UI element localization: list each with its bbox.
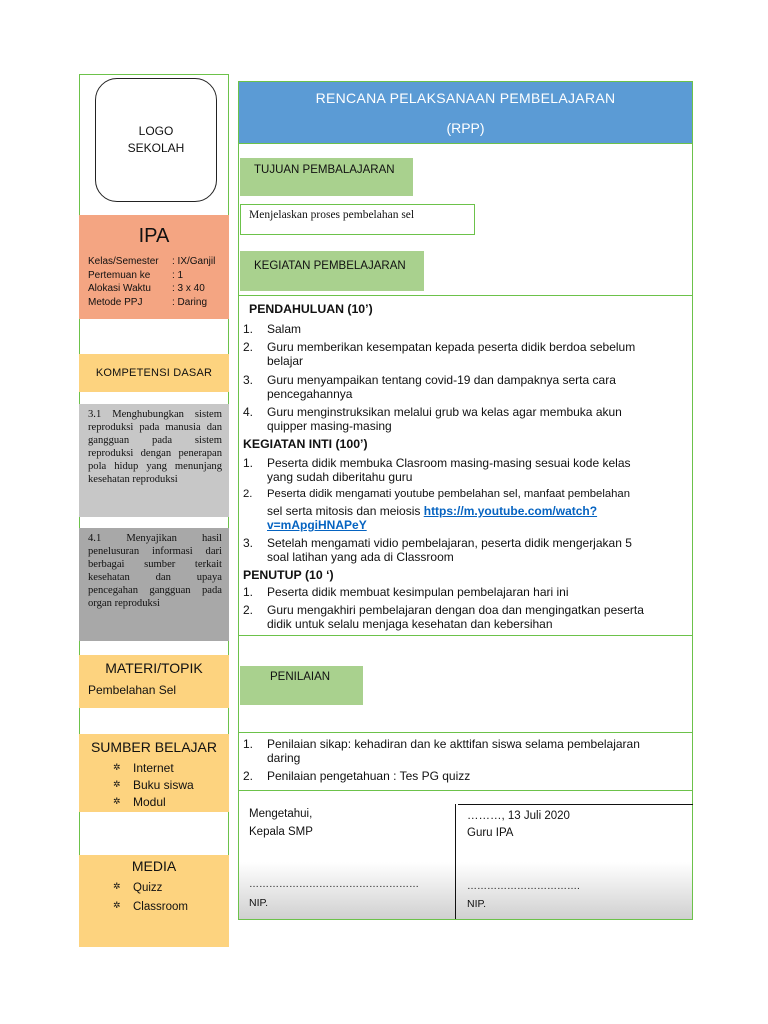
youtube-link[interactable]: https://m.youtube.com/watch? [423, 504, 598, 518]
penutup-title: PENUTUP (10 ‘) [243, 568, 334, 582]
item-text: belajar [267, 354, 304, 368]
signature-right-line1: ………, 13 Juli 2020 [467, 810, 570, 822]
kegiatan-inti-title: KEGIATAN INTI (100’) [243, 437, 368, 451]
bullet-star-icon: ✲ [113, 779, 121, 789]
item-number: 4. [243, 405, 254, 419]
signature-right-line2: Guru IPA [467, 827, 514, 839]
pendahuluan-title: PENDAHULUAN (10’) [249, 302, 373, 316]
info-value: : 1 [172, 269, 184, 281]
divider [238, 790, 693, 791]
media-panel [79, 855, 229, 947]
list-item [113, 878, 188, 897]
list-item-label: Classroom [133, 901, 188, 913]
info-value: : Daring [172, 296, 208, 308]
kompetensi-dasar-3-1: 3.1 Menghubungkan sistem reproduksi pada manusia dan gangguan pada sistem reproduksi dengan penerapan pola hidup yang menunjang kesehatan reproduksi [79, 404, 229, 517]
info-value: : IX/Ganjil [172, 256, 216, 267]
item-text: yang sudah diberitahu guru [267, 470, 413, 484]
signature-top-line [458, 804, 693, 805]
media-title: MEDIA [131, 858, 177, 874]
info-key: Alokasi Waktu [88, 283, 151, 294]
bullet-star-icon: ✲ [113, 762, 121, 772]
item-text: Setelah mengamati vidio pembelajaran, peserta didik mengerjakan 5 [267, 536, 632, 550]
item-text: Salam [267, 322, 302, 336]
materi-panel [79, 655, 229, 708]
sumber-title: SUMBER BELAJAR [90, 739, 218, 755]
item-text [267, 504, 687, 518]
item-text: Guru mengakhiri pembelajaran dengan doa dan mengingatkan peserta [267, 603, 644, 617]
info-row-pertemuan [88, 269, 215, 283]
list-item [113, 897, 188, 916]
list-item [113, 759, 194, 776]
item-number: 1. [243, 737, 254, 751]
item-number: 1. [243, 585, 254, 599]
divider [238, 635, 693, 636]
item-text: Penilaian sikap: kehadiran dan ke akttifan siswa selama pembelajaran [267, 737, 640, 751]
kegiatan-header: KEGIATAN PEMBELAJARAN [240, 251, 424, 291]
item-number: 3. [243, 373, 254, 387]
item-text: Peserta didik membuat kesimpulan pembelajaran hari ini [267, 585, 569, 599]
divider [238, 143, 693, 144]
item-text: soal latihan yang ada di Classroom [267, 550, 454, 564]
bullet-star-icon: ✲ [113, 881, 121, 891]
item-number: 2. [243, 603, 254, 617]
item-text: Guru memberikan kesempatan kepada peserta didik berdoa sebelum [267, 340, 636, 354]
page-header [239, 82, 692, 143]
page-subtitle: (RPP) [446, 120, 485, 136]
youtube-link-cont[interactable]: v=mApgiHNAPeY [267, 518, 367, 532]
bullet-star-icon: ✲ [113, 796, 121, 806]
sumber-list [113, 759, 194, 810]
signature-right-nip: NIP. [467, 898, 487, 910]
tujuan-header: TUJUAN PEMBALAJARAN [240, 158, 413, 196]
item-text-part: sel serta mitosis dan meiosis [267, 504, 424, 518]
item-text: pencegahannya [267, 387, 353, 401]
item-text: Penilaian pengetahuan : Tes PG quizz [267, 769, 471, 783]
info-value: : 3 x 40 [172, 283, 205, 294]
media-list [113, 878, 188, 916]
penilaian-header: PENILAIAN [240, 666, 363, 705]
logo-label-line2: SEKOLAH [127, 141, 185, 155]
list-item [113, 776, 194, 793]
info-key: Kelas/Semester [88, 256, 159, 267]
signature-left-nip: NIP. [249, 897, 269, 909]
item-number: 1. [243, 456, 254, 470]
list-item-label: Buku siswa [133, 778, 194, 792]
list-item-label: Internet [133, 761, 174, 775]
subject-info [88, 255, 215, 309]
info-key: Pertemuan ke [88, 269, 151, 281]
list-item [113, 793, 194, 810]
kompetensi-dasar-4-1: 4.1 Menyajikan hasil penelusuran informasi dari berbagai sumber terkait kesehatan dan upaya pencegahan gangguan pada organ reproduksi [79, 528, 229, 641]
info-key: Metode PPJ [88, 296, 143, 308]
item-number: 2. [243, 488, 253, 500]
item-text: Peserta didik mengamati youtube pembelahan sel, manfaat pembelahan [267, 488, 630, 500]
signature-right-dots: ……………………………. [467, 881, 580, 892]
item-text: Guru menginstruksikan melalui grub wa kelas agar membuka akun [267, 405, 622, 419]
info-row-kelas [88, 255, 215, 269]
item-text: quipper masing-masing [267, 419, 392, 433]
tujuan-text: Menjelaskan proses pembelahan sel [240, 204, 475, 235]
page-title: RENCANA PELAKSANAAN PEMBELAJARAN [315, 90, 616, 106]
info-row-alokasi [88, 282, 215, 296]
signature-left-line2: Kepala SMP [249, 826, 313, 838]
kompetensi-dasar-header: KOMPETENSI DASAR [79, 354, 229, 392]
divider [238, 732, 693, 733]
materi-value: Pembelahan Sel [88, 683, 177, 697]
school-logo-placeholder [95, 78, 217, 202]
item-number: 2. [243, 340, 254, 354]
item-number: 2. [243, 769, 254, 783]
list-item-label: Quizz [133, 882, 163, 894]
materi-title: MATERI/TOPIK [105, 660, 203, 676]
sumber-belajar-panel [79, 734, 229, 812]
bullet-star-icon: ✲ [113, 900, 121, 910]
divider [238, 295, 693, 296]
signature-left-shade [239, 862, 455, 919]
item-text: Peserta didik membuka Clasroom masing-masing sesuai kode kelas [267, 456, 631, 470]
logo-label-line1: LOGO [138, 124, 174, 138]
signature-left-line1: Mengetahui, [249, 808, 313, 820]
item-number: 3. [243, 536, 254, 550]
item-text: Guru menyampaikan tentang covid-19 dan dampaknya serta cara [267, 373, 616, 387]
info-row-metode [88, 296, 215, 310]
item-number: 1. [243, 322, 254, 336]
item-text: didik untuk selalu menjaga kesehatan dan kebersihan [267, 617, 553, 631]
item-text: daring [267, 751, 301, 765]
subject-panel [79, 215, 229, 319]
subject-title: IPA [138, 225, 170, 247]
signature-left-dots: …………………………………………… [249, 879, 419, 890]
list-item-label: Modul [133, 795, 166, 809]
